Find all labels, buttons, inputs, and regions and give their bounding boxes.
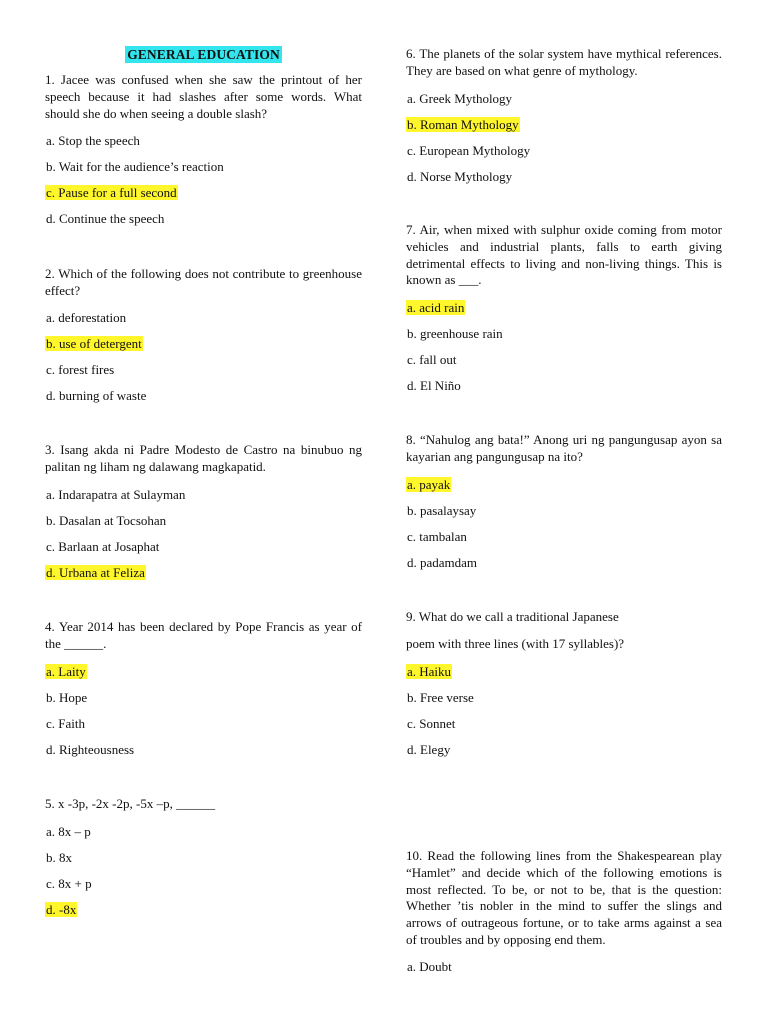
option-d: d. padamdam <box>407 554 478 570</box>
question-stem: 6. The planets of the solar system have mythical references. They are based on what genre of mythology. <box>406 46 722 78</box>
option-d: d. burning of waste <box>46 387 147 403</box>
option-b: b. Free verse <box>407 689 474 705</box>
option-b: b. Wait for the audience’s reaction <box>46 159 224 175</box>
option-d-answer: d. Urbana at Feliza <box>46 564 145 580</box>
question-1 <box>45 72 362 227</box>
option-c: c. Faith <box>46 715 85 731</box>
option-a: a. deforestation <box>46 309 127 325</box>
option-b-answer: b. use of detergent <box>46 335 142 351</box>
option-c: c. forest fires <box>46 361 115 377</box>
option-d: d. Elegy <box>407 741 451 757</box>
question-stem: 4. Year 2014 has been declared by Pope Francis as year of the ______. <box>45 619 362 651</box>
question-7 <box>406 222 722 394</box>
option-b: b. 8x <box>46 849 72 865</box>
question-stem-continued: poem with three lines (with 17 syllables)? <box>406 635 625 651</box>
option-c-answer: c. Pause for a full second <box>46 185 177 201</box>
option-c: c. fall out <box>407 352 457 368</box>
question-stem: 2. Which of the following does not contribute to greenhouse effect? <box>45 266 362 298</box>
page-title: GENERAL EDUCATION <box>127 47 280 62</box>
option-b: b. Dasalan at Tocsohan <box>46 512 167 528</box>
question-3 <box>45 442 362 581</box>
option-b: b. Hope <box>46 689 88 705</box>
option-a: a. Indarapatra at Sulayman <box>46 486 186 502</box>
question-4 <box>45 619 362 758</box>
question-9 <box>406 609 722 758</box>
option-d-answer: d. -8x <box>46 901 77 917</box>
left-column <box>45 0 362 917</box>
question-6 <box>406 46 722 185</box>
question-stem: 5. x -3p, -2x -2p, -5x –p, ______ <box>45 796 216 811</box>
question-stem: 1. Jacee was confused when she saw the printout of her speech because it had slashes after some words. What should she do when seeing a double slash? <box>45 72 362 121</box>
question-stem: 10. Read the following lines from the Shakespearean play “Hamlet” and decide which of the following emotions is most reflected. To be, or not to be, that is the question: Whether ’tis nobler in the mind to suffer the slings and arrows of outrageous fortune, or to take arms against a sea of troubles and by opposing end them. <box>406 848 722 947</box>
question-8 <box>406 432 722 571</box>
question-stem: 7. Air, when mixed with sulphur oxide coming from motor vehicles and industrial plants, falls to earth giving detrimental effects to living and non-living things. This is known as ___. <box>406 222 722 288</box>
question-2 <box>45 266 362 404</box>
option-b-answer: b. Roman Mythology <box>407 116 519 132</box>
option-b: b. pasalaysay <box>407 502 477 518</box>
option-c: c. Barlaan at Josaphat <box>46 538 160 554</box>
option-a: a. 8x – p <box>46 823 91 839</box>
option-a-answer: a. Laity <box>46 663 86 679</box>
option-b: b. greenhouse rain <box>407 326 503 342</box>
question-stem: 3. Isang akda ni Padre Modesto de Castro na binubuo ng palitan ng liham ng dalawang magkapatid. <box>45 442 362 474</box>
option-c: c. European Mythology <box>407 142 531 158</box>
title-wrap <box>45 46 362 65</box>
question-10 <box>406 848 722 975</box>
option-d: d. El Niño <box>407 378 461 394</box>
option-c: c. 8x + p <box>46 875 92 891</box>
option-a-answer: a. payak <box>407 476 451 492</box>
question-stem: 8. “Nahulog ang bata!” Anong uri ng pangungusap ayon sa kayarian ang pangungusap na ito? <box>406 432 722 464</box>
option-a: a. Greek Mythology <box>407 90 513 106</box>
option-d: d. Continue the speech <box>46 211 165 227</box>
option-c: c. tambalan <box>407 528 467 544</box>
option-d: d. Righteousness <box>46 741 135 757</box>
option-a-answer: a. acid rain <box>407 300 465 316</box>
option-a: a. Doubt <box>407 958 452 974</box>
option-c: c. Sonnet <box>407 715 456 731</box>
option-d: d. Norse Mythology <box>407 168 513 184</box>
question-5 <box>45 796 362 918</box>
option-a-answer: a. Haiku <box>407 663 452 679</box>
option-a: a. Stop the speech <box>46 133 140 149</box>
question-stem: 9. What do we call a traditional Japanese <box>406 609 619 624</box>
